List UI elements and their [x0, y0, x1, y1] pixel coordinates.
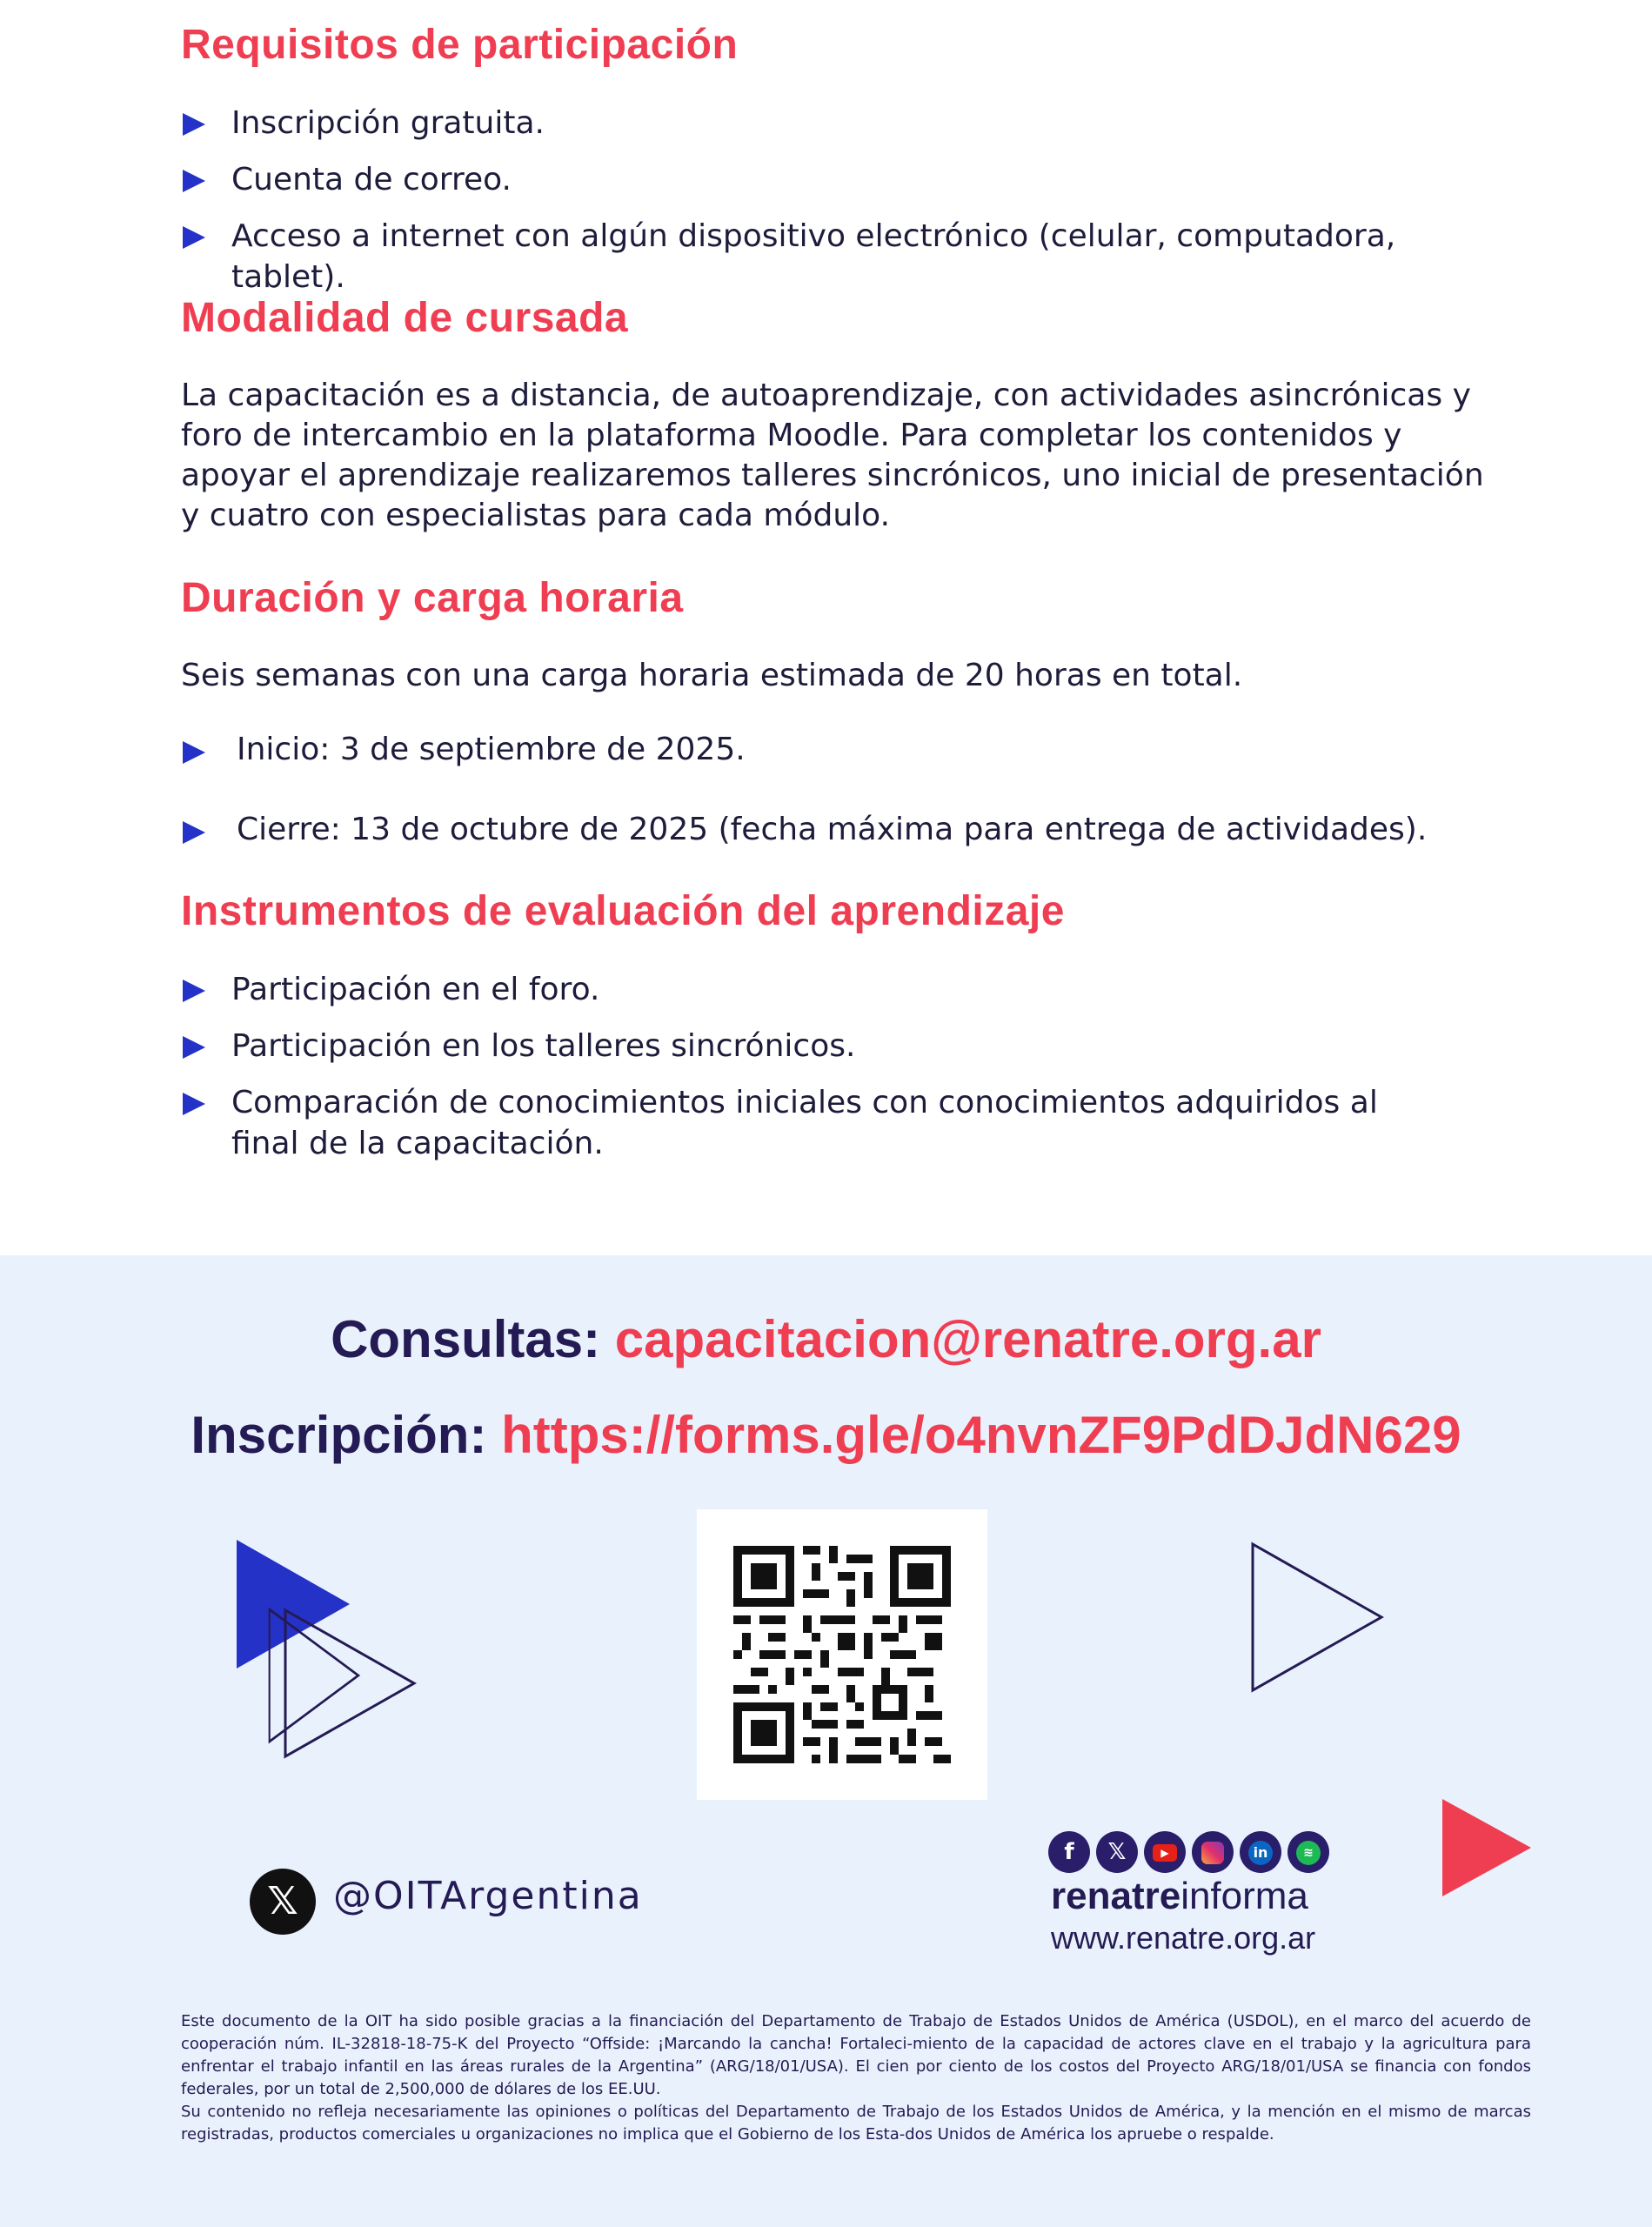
inscripcion-url-link[interactable]: https://forms.gle/o4nvnZF9PdDJdN629 — [501, 1406, 1461, 1464]
qr-code-icon — [733, 1546, 951, 1763]
consultas-line — [0, 1309, 1652, 1369]
qr-code — [697, 1509, 987, 1800]
triangle-bullet-icon — [183, 980, 205, 1002]
duracion-text: Seis semanas con una carga horaria estimada de 20 horas en total. — [181, 658, 1243, 693]
decorative-outline-triangle — [282, 1607, 421, 1760]
spotify-icon[interactable]: ≋ — [1287, 1831, 1329, 1873]
decorative-outline-triangle-right — [1249, 1541, 1388, 1694]
disclaimer-paragraph-2: Su contenido no refleja necesariamente las opiniones o políticas del Departamento de Trabajo de los Estados Unidos de América, y la mención en el mismo de marcas registradas, productos comerciales u organizaciones no implica que el Gobierno de los Esta-dos Unidos de América los apruebe o respalde. — [181, 2103, 1531, 2143]
instrumentos-title: Instrumentos de evaluación del aprendizaje — [181, 888, 1065, 934]
linkedin-icon[interactable]: in — [1240, 1831, 1281, 1873]
duracion-title: Duración y carga horaria — [181, 575, 684, 621]
triangle-bullet-icon — [183, 170, 205, 192]
triangle-bullet-icon — [183, 1036, 205, 1059]
triangle-bullet-icon — [183, 821, 205, 844]
inscripcion-label: Inscripción: — [191, 1406, 487, 1464]
list-item-text: Participación en los talleres sincrónicos. — [231, 1028, 856, 1064]
triangle-bullet-icon — [183, 113, 205, 136]
x-icon[interactable]: 𝕏 — [1096, 1831, 1138, 1873]
list-item-text: Inicio: 3 de septiembre de 2025. — [237, 732, 746, 767]
inscripcion-line — [0, 1405, 1652, 1465]
brand-bold: renatre — [1051, 1875, 1181, 1917]
list-item-text: Cierre: 13 de octubre de 2025 (fecha máxima para entrega de actividades). — [237, 812, 1428, 847]
requisitos-title: Requisitos de participación — [181, 22, 739, 68]
triangle-bullet-icon — [183, 1093, 205, 1115]
modalidad-title: Modalidad de cursada — [181, 295, 629, 341]
list-item-text: Inscripción gratuita. — [231, 105, 545, 141]
x-logo-icon: 𝕏 — [250, 1869, 316, 1935]
brand-regular: informa — [1180, 1875, 1308, 1917]
footer — [0, 1255, 1652, 2227]
list-item-text: Comparación de conocimientos iniciales con conocimientos adquiridos al final de la capacitación. — [231, 1085, 1378, 1161]
disclaimer — [181, 2010, 1531, 2146]
youtube-icon[interactable]: ▶ — [1144, 1831, 1186, 1873]
x-handle-text: @OITArgentina — [333, 1874, 643, 1918]
renatre-informa-logo — [1051, 1875, 1308, 1918]
instagram-icon[interactable] — [1192, 1831, 1234, 1873]
modalidad-text: La capacitación es a distancia, de autoaprendizaje, con actividades asincrónicas y foro de intercambio en la plataforma Moodle. Para completar los contenidos y apoyar el aprendizaje realizaremos talleres sincrónicos, uno inicial de presentación y cuatro con especialistas para cada módulo. — [181, 378, 1484, 533]
consultas-email-link[interactable]: capacitacion@renatre.org.ar — [614, 1310, 1321, 1368]
disclaimer-paragraph-1: Este documento de la OIT ha sido posible gracias a la financiación del Departamento de Trabajo de Estados Unidos de América (USDOL), en el marco del acuerdo de cooperación núm. IL-32818-18-75-K del Proyecto “Offside: ¡Marcando la cancha! Fortaleci-miento de la capacidad de actores clave en el trabajo y la agricultura para enfrentar el trabajo infantil en las áreas rurales de la Argentina” (ARG/18/01/USA). El cien por ciento de los costos del Proyecto ARG/18/01/USA se financia con fondos federales, por un total de 2,500,000 de dólares de los EE.UU. — [181, 2012, 1531, 2098]
triangle-bullet-icon — [183, 226, 205, 249]
list-item-text: Acceso a internet con algún dispositivo electrónico (celular, computadora, tablet). — [231, 218, 1396, 295]
list-item-text: Cuenta de correo. — [231, 162, 512, 197]
list-item-text: Participación en el foro. — [231, 972, 600, 1007]
renatre-url[interactable]: www.renatre.org.ar — [1051, 1920, 1316, 1956]
decorative-red-triangle — [1442, 1799, 1533, 1900]
consultas-label: Consultas: — [331, 1310, 601, 1368]
facebook-icon[interactable]: f — [1048, 1831, 1090, 1873]
triangle-bullet-icon — [183, 741, 205, 764]
